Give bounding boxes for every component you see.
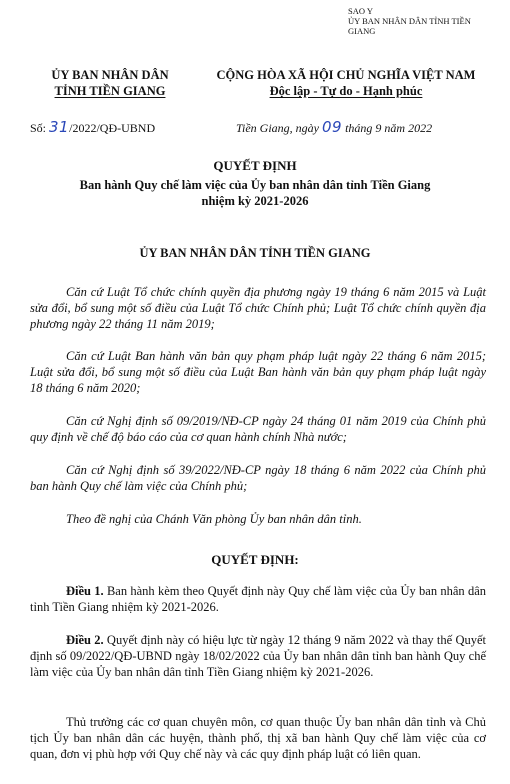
handwritten-number: 31 (49, 118, 70, 136)
document-number: Số: 31/2022/QĐ-UBND (30, 118, 156, 136)
document-date: Tiền Giang, ngày 09 tháng 9 năm 2022 (236, 118, 433, 136)
issuing-authority: ỦY BAN NHÂN DÂN TỈNH TIỀN GIANG (139, 246, 371, 260)
copy-stamp-agency: ỦY BAN NHÂN DÂN TỈNH TIỀN GIANG (348, 16, 471, 36)
national-header (198, 67, 494, 99)
article-1-label: Điều 1. (66, 584, 104, 598)
article-1-text: Ban hành kèm theo Quyết định này Quy chế làm việc của Ủy ban nhân dân tỉnh Tiền Giang nhiệm kỳ 2021-2026. (30, 584, 487, 614)
article-2-paragraph: Thủ trưởng các cơ quan chuyên môn, cơ quan thuộc Ủy ban nhân dân tỉnh và Chủ tịch Ủy ban nhân dân các huyện, thành phố, thị xã ban hành Quy chế làm việc của cơ quan, đơn vị phù hợp với Quy chế này và các quy định pháp luật có liên quan. (30, 715, 486, 761)
copy-stamp (348, 6, 498, 36)
copy-stamp-title: SAO Y (348, 6, 373, 16)
article-2-text: Quyết định này có hiệu lực từ ngày 12 tháng 9 năm 2022 và thay thế Quyết định số 09/2022/QĐ-UBND ngày 18/02/2022 của Ủy ban nhân dân tỉnh ban hành Quy chế làm việc của Ủy ban nhân dân tỉnh Tiền Giang nhiệm kỳ 2021-2026. (30, 633, 486, 679)
legal-basis-2: Căn cứ Luật Ban hành văn bản quy phạm pháp luật ngày 22 tháng 6 năm 2015; Luật sửa đổi, bổ sung một số điều của Luật Ban hành văn bản quy phạm pháp luật ngày 18 tháng 6 năm 2020; (30, 349, 486, 395)
article-2 (30, 632, 486, 680)
document-subject (30, 177, 480, 209)
legal-basis-5: Theo đề nghị của Chánh Văn phòng Ủy ban nhân dân tỉnh. (66, 512, 362, 526)
legal-basis-1: Căn cứ Luật Tổ chức chính quyền địa phương ngày 19 tháng 6 năm 2015 và Luật sửa đổi, bổ sung một số điều của Luật Tổ chức Chính phủ; Luật Tổ chức chính quyền địa phương ngày 22 tháng 11 năm 2019; (30, 285, 486, 331)
decide-heading: QUYẾT ĐỊNH: (211, 552, 299, 567)
agency-line-2: TỈNH TIỀN GIANG (54, 84, 166, 98)
article-1 (30, 583, 486, 615)
document-type: QUYẾT ĐỊNH (213, 158, 297, 173)
article-2-label: Điều 2. (66, 633, 104, 647)
issuing-agency (30, 67, 190, 99)
nation-motto: Độc lập - Tự do - Hạnh phúc (269, 84, 423, 98)
legal-basis-3: Căn cứ Nghị định số 09/2019/NĐ-CP ngày 24 tháng 01 năm 2019 của Chính phủ quy định về chế độ báo cáo của cơ quan hành chính Nhà nước; (30, 414, 486, 444)
subject-line-1: Ban hành Quy chế làm việc của Ủy ban nhân dân tỉnh Tiền Giang (79, 178, 431, 192)
agency-line-1: ỦY BAN NHÂN DÂN (51, 68, 169, 82)
handwritten-day: 09 (322, 118, 343, 136)
legal-basis-4: Căn cứ Nghị định số 39/2022/NĐ-CP ngày 18 tháng 6 năm 2022 của Chính phủ ban hành Quy chế làm việc của Chính phủ; (30, 463, 486, 493)
nation-name: CỘNG HÒA XÃ HỘI CHỦ NGHĨA VIỆT NAM (216, 68, 476, 82)
subject-line-2: nhiệm kỳ 2021-2026 (201, 194, 309, 208)
